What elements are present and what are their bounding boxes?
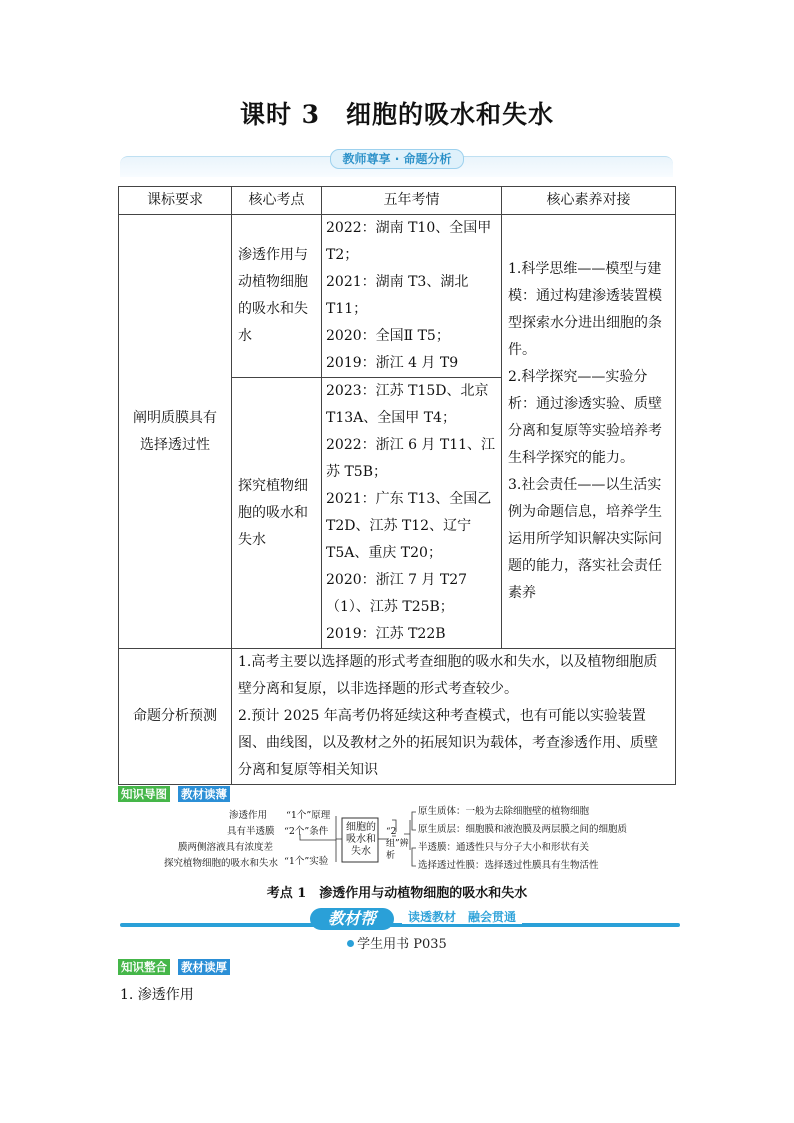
reference-text: 学生用书 P035	[357, 937, 447, 952]
banner-line	[120, 923, 680, 927]
tag-integration: 知识整合	[118, 959, 170, 975]
history-line: 2020：全国Ⅱ T5；	[326, 328, 450, 344]
forecast-label: 命题分析预测	[119, 649, 232, 785]
mind-left: 具有半透膜	[227, 826, 275, 837]
literacy-cell	[502, 215, 676, 649]
mind-right: 原生质体：一般为去除细胞壁的植物细胞	[418, 806, 590, 817]
literacy-item: 1.科学思维——模型与建模：通过构建渗透装置模型探索水分进出细胞的条件。	[508, 261, 662, 358]
mind-right: 半透膜：通透性只与分子大小和形状有关	[418, 842, 590, 853]
mind-mid: “1个”实验	[284, 856, 329, 867]
forecast-cell	[232, 649, 676, 785]
bullet-dot-icon	[347, 940, 354, 947]
history-line: 2023：江苏 T15D、北京 T13A、全国甲 T4；	[326, 383, 489, 426]
tag-read-thick: 教材读厚	[178, 959, 230, 975]
header-cell: 五年考情	[322, 187, 502, 215]
history-cell	[322, 215, 502, 378]
literacy-item: 3.社会责任——以生活实例为命题信息，培养学生运用所学知识解决实际问题的能力，落实社会责任素养	[508, 477, 662, 601]
textbook-logo: 教材帮	[310, 908, 394, 930]
mind-left: 探究植物细胞的吸水和失水	[164, 858, 279, 869]
textbook-subtitle: 读透教材 融会贯通	[402, 906, 522, 924]
mind-map	[160, 806, 640, 876]
history-line: 2019：浙江 4 月 T9	[326, 355, 459, 371]
history-line: 2019：江苏 T22B	[326, 626, 446, 642]
mind-right: 原生质层：细胞膜和液泡膜及两层膜之间的细胞质	[418, 824, 628, 835]
tag-read-thin: 教材读薄	[178, 786, 230, 802]
mind-connector: “2组”辨析	[386, 827, 409, 861]
header-cell: 核心素养对接	[502, 187, 676, 215]
textbook-banner	[120, 906, 680, 932]
banner-label: 教师尊享 · 命题分析	[330, 149, 464, 169]
mind-mid: “1个”原理	[286, 810, 331, 821]
header-cell: 核心考点	[232, 187, 322, 215]
point-cell: 渗透作用与动植物细胞的吸水和失水	[232, 215, 322, 378]
table-row	[119, 215, 676, 378]
history-line: 2021：湖南 T3、湖北 T11；	[326, 274, 469, 317]
history-line: 2021：广东 T13、全国乙 T2D、江苏 T12、辽宁 T5A、重庆 T20；	[326, 491, 492, 561]
section-heading: 1. 渗透作用	[120, 987, 194, 1003]
literacy-item: 2.科学探究——实验分析：通过渗透实验、质壁分离和复原等实验培养考生科学探究的能力。	[508, 369, 662, 466]
mind-left: 渗透作用	[229, 810, 268, 821]
mind-center: 细胞的吸水和失水	[346, 822, 376, 857]
forecast-item: 1.高考主要以选择题的形式考查细胞的吸水和失水，以及植物细胞质壁分离和复原，以非选择题的形式考查较少。	[238, 654, 658, 697]
table-row	[119, 649, 676, 785]
forecast-item: 2.预计 2025 年高考仍将延续这种考查模式，也有可能以实验装置图、曲线图，以及教材之外的拓展知识为载体，考查渗透作用、质壁分离和复原等相关知识	[238, 708, 658, 778]
page-title: 课时 3 细胞的吸水和失水	[239, 100, 555, 129]
analysis-table	[118, 186, 676, 785]
history-line: 2022：湖南 T10、全国甲 T2；	[326, 220, 492, 263]
history-line: 2020：浙江 7 月 T27（1）、江苏 T25B；	[326, 572, 468, 615]
history-line: 2022：浙江 6 月 T11、江苏 T5B；	[326, 437, 496, 480]
mind-right: 选择透过性膜：选择透过性膜具有生物活性	[418, 860, 599, 871]
mind-left: 膜两侧溶液具有浓度差	[178, 842, 274, 853]
tag-knowledge-map: 知识导图	[118, 786, 170, 802]
mind-mid: “2个”条件	[284, 826, 329, 837]
teacher-banner	[120, 146, 673, 176]
header-cell: 课标要求	[119, 187, 232, 215]
book-reference	[0, 933, 794, 952]
history-cell	[322, 378, 502, 649]
point-cell: 探究植物细胞的吸水和失水	[232, 378, 322, 649]
table-header-row	[119, 187, 676, 215]
key-point-title: 考点 1 渗透作用与动植物细胞的吸水和失水	[266, 886, 528, 901]
requirement-cell: 阐明质膜具有选择透过性	[119, 215, 232, 649]
